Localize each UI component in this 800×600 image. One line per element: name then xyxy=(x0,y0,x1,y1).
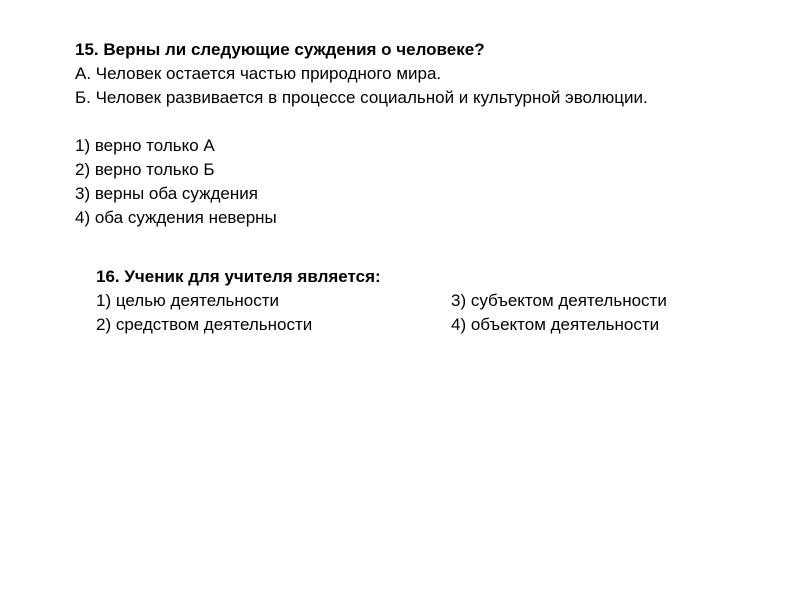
question-15-option-4: 4) оба суждения неверны xyxy=(75,208,277,227)
question-16-option-1: 1) целью деятельности xyxy=(96,291,279,310)
question-16-row-2 xyxy=(96,313,746,337)
question-15-option-1: 1) верно только А xyxy=(75,136,215,155)
question-16-option-3: 3) субъектом деятельности xyxy=(451,291,667,310)
question-16-option-2: 2) средством деятельности xyxy=(96,315,313,334)
question-16-option-4: 4) объектом деятельности xyxy=(451,315,660,334)
question-15-statement-a: А. Человек остается частью природного мира. xyxy=(75,64,442,83)
spacer xyxy=(75,110,775,134)
question-16-title: 16. Ученик для учителя является: xyxy=(96,267,381,286)
question-15-option-3: 3) верны оба суждения xyxy=(75,184,258,203)
question-15-statement-b: Б. Человек развивается в процессе социальной и культурной эволюции. xyxy=(75,88,648,107)
question-15 xyxy=(75,38,775,230)
question-16 xyxy=(96,265,746,337)
question-15-option-2: 2) верно только Б xyxy=(75,160,215,179)
question-16-row-1 xyxy=(96,289,746,313)
question-15-title: 15. Верны ли следующие суждения о человеке? xyxy=(75,40,485,59)
